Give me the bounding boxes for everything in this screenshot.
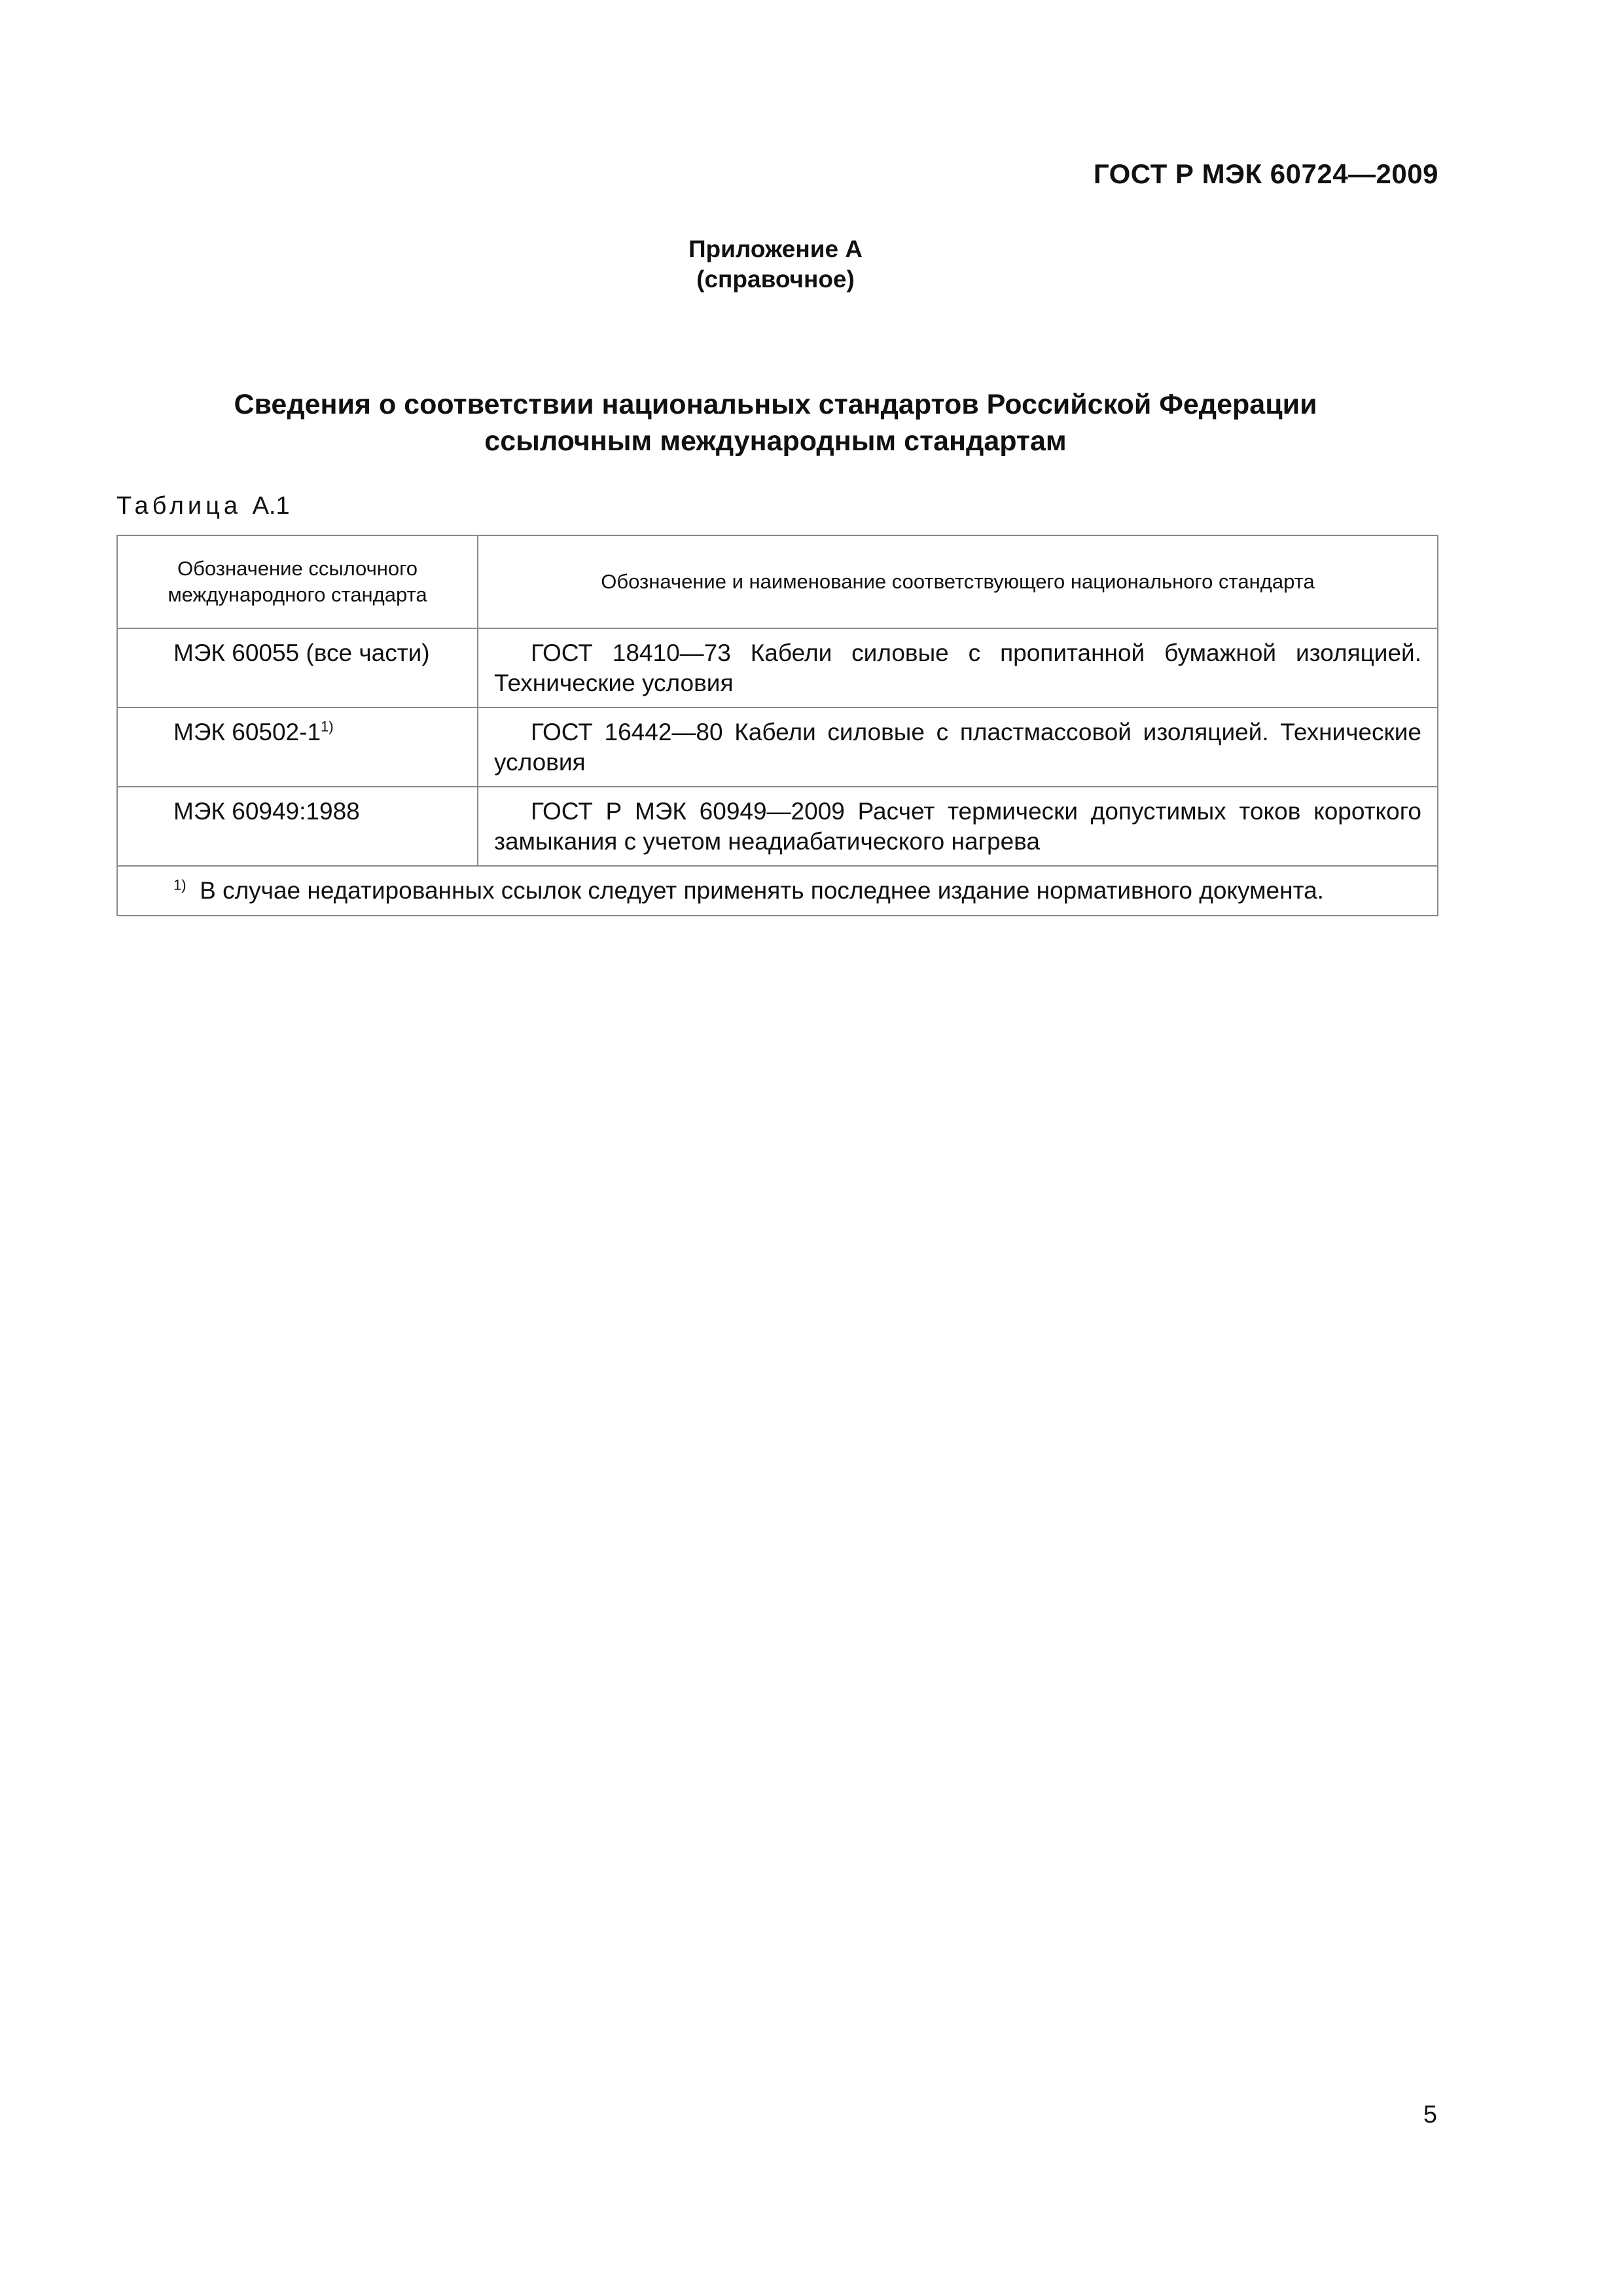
national-standard: ГОСТ 16442—80 Кабели силовые с пластмассовой изоляцией. Технические условия	[494, 719, 1421, 776]
table-footnote-row	[117, 866, 1438, 916]
table-row	[117, 628, 1438, 708]
correspondence-table	[116, 535, 1438, 916]
column-header-international: Обозначение ссылочного международного стандарта	[117, 535, 478, 628]
footnote-reference: 1)	[321, 718, 334, 735]
section-title-line-1: Сведения о соответствии национальных стандартов Российской Федерации	[234, 389, 1317, 420]
footnote-text: В случае недатированных ссылок следует применять последнее издание нормативного документа.	[200, 877, 1324, 904]
section-title-line-2: ссылочным международным стандартам	[484, 425, 1067, 457]
table-footnote	[117, 866, 1438, 916]
appendix-title: Приложение А	[688, 236, 863, 262]
national-standard: ГОСТ Р МЭК 60949—2009 Расчет термически допустимых токов короткого замыкания с учетом неадиабатического нагрева	[494, 798, 1421, 855]
international-standard-cell	[117, 787, 478, 866]
international-standard-cell	[117, 628, 478, 708]
international-standard: МЭК 60502-1	[173, 719, 321, 745]
page-number: 5	[1423, 2101, 1437, 2128]
national-standard-cell	[478, 628, 1438, 708]
international-standard: МЭК 60949:1988	[173, 798, 360, 825]
national-standard-cell	[478, 708, 1438, 787]
appendix-subtitle: (справочное)	[696, 266, 855, 293]
table-label-number: А.1	[252, 492, 290, 520]
international-standard: МЭК 60055 (все части)	[173, 639, 430, 666]
appendix-heading	[0, 234, 1551, 295]
table-label	[116, 492, 290, 520]
table-header-row	[117, 535, 1438, 628]
footnote-mark: 1)	[173, 876, 187, 893]
table-row	[117, 708, 1438, 787]
national-standard-cell	[478, 787, 1438, 866]
table-row	[117, 787, 1438, 866]
document-code: ГОСТ Р МЭК 60724—2009	[1093, 158, 1438, 189]
international-standard-cell	[117, 708, 478, 787]
column-header-national: Обозначение и наименование соответствующего национального стандарта	[478, 535, 1438, 628]
section-title	[0, 386, 1551, 459]
national-standard: ГОСТ 18410—73 Кабели силовые с пропитанной бумажной изоляцией. Технические условия	[494, 639, 1421, 696]
table-label-word: Таблица	[116, 492, 241, 520]
